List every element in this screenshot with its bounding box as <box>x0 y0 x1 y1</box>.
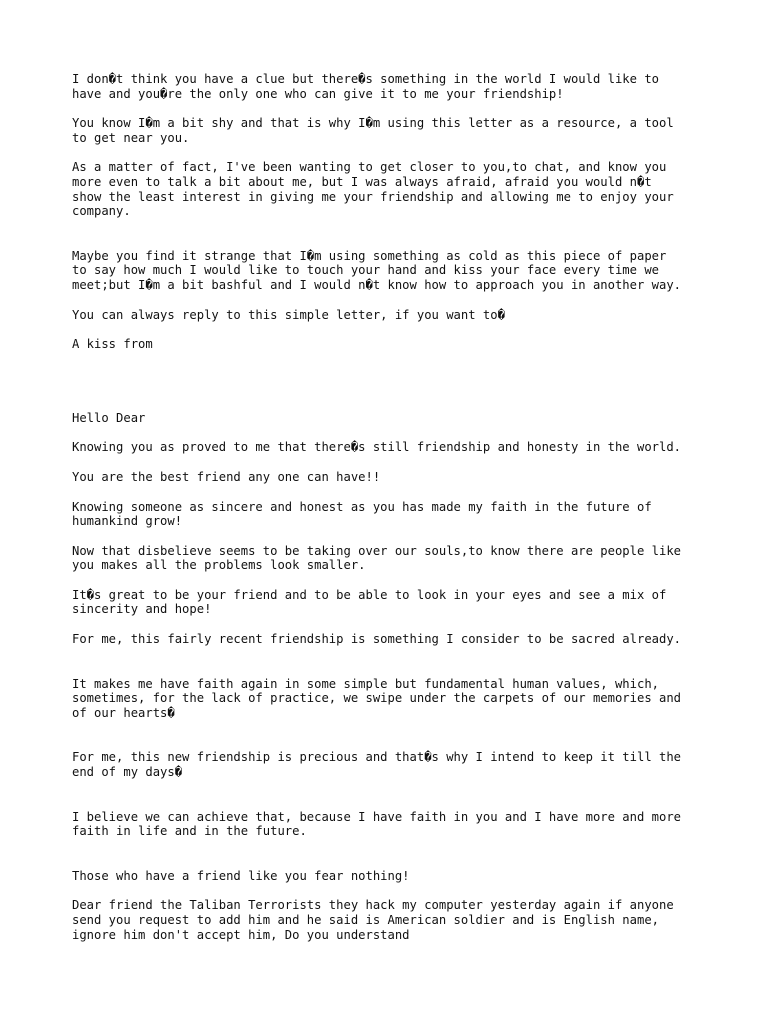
paragraph: Knowing someone as sincere and honest as you has made my faith in the future of humankind grow! <box>72 499 652 529</box>
paragraph: Dear friend the Taliban Terrorists they hack my computer yesterday again if anyone send you request to add him and he said is American soldier and is English name, ignore him don't accept him, Do you understand <box>72 898 674 942</box>
paragraph: It makes me have faith again in some simple but fundamental human values, which, sometimes, for the lack of practice, we swipe under the carpets of our memories and of our hearts� <box>72 676 682 720</box>
paragraph: You know I�m a bit shy and that is why I�m using this letter as a resource, a tool to get near you. <box>72 116 674 145</box>
paragraph: It�s great to be your friend and to be able to look in your eyes and see a mix of sincerity and hope! <box>72 587 667 617</box>
paragraph: Knowing you as proved to me that there�s still friendship and honesty in the world. <box>72 440 682 455</box>
paragraph: For me, this new friendship is precious and that�s why I intend to keep it till the end of my days� <box>72 750 682 780</box>
paragraph: Those who have a friend like you fear nothing! <box>72 868 410 883</box>
paragraph: For me, this fairly recent friendship is something I consider to be sacred already. <box>72 632 682 647</box>
paragraph: I don�t think you have a clue but there�s something in the world I would like to have and you�re the only one who can give it to me your friendship! <box>72 72 659 101</box>
document-page <box>72 72 712 942</box>
paragraph: Now that disbelieve seems to be taking over our souls,to know there are people like you makes all the problems look smaller. <box>72 543 682 573</box>
paragraph: You are the best friend any one can have!! <box>72 469 381 484</box>
closing-line: A kiss from <box>72 337 153 352</box>
paragraph: As a matter of fact, I've been wanting to get closer to you,to chat, and know you more even to talk a bit about me, but I was always afraid, afraid you would n�t show the least interest in giving me your friendship and allowing me to enjoy your company. <box>72 160 674 219</box>
paragraph: I believe we can achieve that, because I have faith in you and I have more and more faith in life and in the future. <box>72 809 682 839</box>
greeting: Hello Dear <box>72 410 146 425</box>
paragraph: You can always reply to this simple letter, if you want to� <box>72 307 505 322</box>
paragraph: Maybe you find it strange that I�m using something as cold as this piece of paper to say how much I would like to touch your hand and kiss your face every time we meet;but I�m a bit bashful and I would n�t know how to approach you in another way. <box>72 248 682 292</box>
